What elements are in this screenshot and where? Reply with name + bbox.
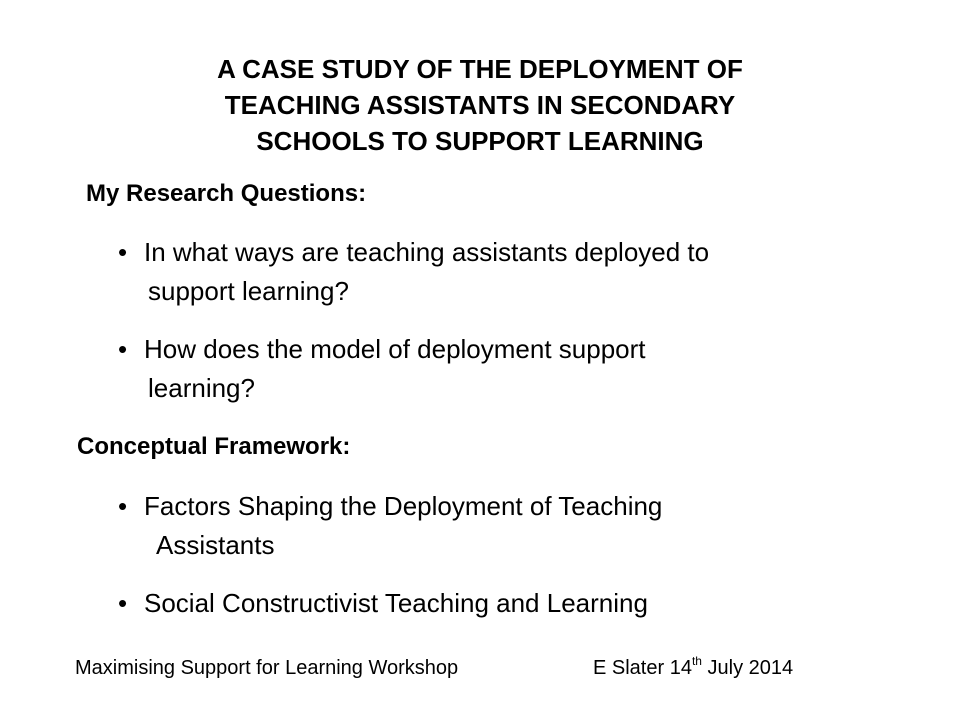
bullet-marker: • <box>118 491 128 521</box>
bullet-text: How does the model of deployment support <box>144 334 646 364</box>
footer-author-date <box>593 655 793 681</box>
research-question-item <box>118 330 646 408</box>
bullet-text-continued: Assistants <box>156 530 275 560</box>
bullet-text: In what ways are teaching assistants deployed to <box>144 237 710 267</box>
bullet-marker: • <box>118 334 128 364</box>
bullet-text: Factors Shaping the Deployment of Teaching <box>144 491 663 521</box>
bullet-marker: • <box>118 588 128 618</box>
title-line: TEACHING ASSISTANTS IN SECONDARY <box>224 90 736 120</box>
bullet-text: Social Constructivist Teaching and Learning <box>144 588 648 618</box>
footer-ordinal-suffix: th <box>691 654 702 668</box>
footer-workshop-name: Maximising Support for Learning Workshop <box>75 657 459 679</box>
conceptual-framework-heading: Conceptual Framework: <box>77 433 351 460</box>
slide-title <box>80 51 880 159</box>
framework-item <box>118 487 662 565</box>
title-line: SCHOOLS TO SUPPORT LEARNING <box>256 126 704 156</box>
footer-author: E Slater 14 <box>593 657 692 679</box>
title-line: A CASE STUDY OF THE DEPLOYMENT OF <box>217 54 743 84</box>
bullet-text-continued: learning? <box>148 373 255 403</box>
research-questions-heading: My Research Questions: <box>86 180 367 207</box>
bullet-text-continued: support learning? <box>148 276 349 306</box>
footer-date: July 2014 <box>701 657 794 679</box>
bullet-marker: • <box>118 237 128 267</box>
framework-item <box>118 584 648 623</box>
research-question-item <box>118 233 709 311</box>
